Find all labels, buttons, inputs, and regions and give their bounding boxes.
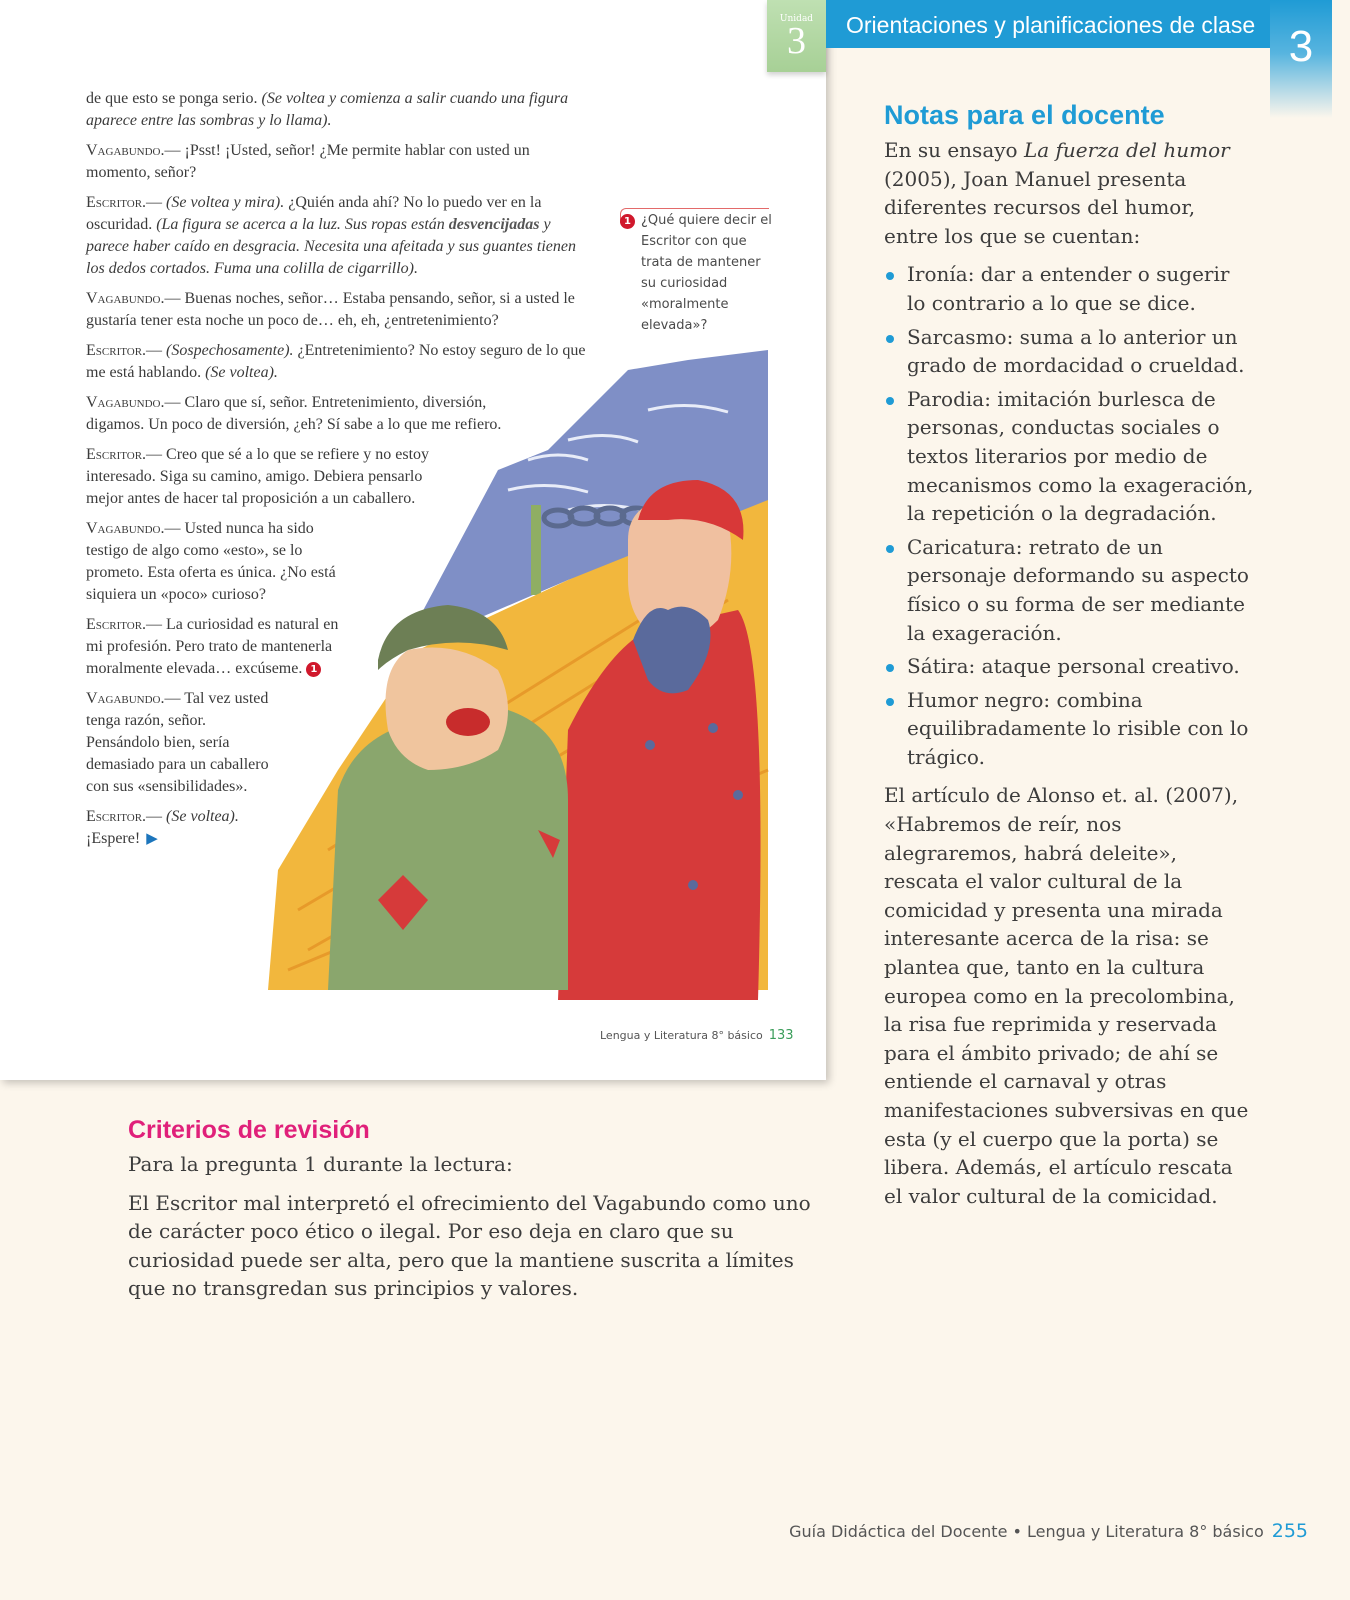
list-item: Parodia: imitación burlesca de personas, conductas sociales o textos literarios por medio de mecanismos como la exageración, la repetición o la degradación. [884, 385, 1254, 528]
teacher-notes [884, 98, 1254, 1220]
side-question-text: ¿Qué quiere decir el Escritor con que trata de mantener su curiosidad «moralmente elevada»? [641, 213, 772, 333]
dialogue-dash: — [146, 342, 167, 359]
dialogue-text: ¿Quién anda ahí? No lo puedo ver en la oscuridad. [86, 194, 542, 233]
play-paragraph [86, 192, 596, 280]
glossary-word: desvencijadas [448, 216, 540, 233]
list-item: Humor negro: combina equilibradamente lo risible con lo trágico. [884, 686, 1254, 772]
stage-direction: (La figura se acerca a la luz. Sus ropas están [156, 216, 449, 233]
stage-direction: (Se voltea y mira). [166, 194, 285, 211]
dialogue-text: de que esto se ponga serio. [86, 90, 262, 107]
criteria-title: Criterios de revisión [128, 1116, 370, 1144]
speaker-name: Vagabundo. [86, 520, 165, 537]
list-item: Ironía: dar a entender o sugerir lo contrario a lo que se dice. [884, 260, 1254, 317]
list-item: Sarcasmo: suma a lo anterior un grado de mordacidad o crueldad. [884, 323, 1254, 380]
dialogue-text: — Creo que sé a lo que se refiere y no estoy interesado. Siga su camino, amigo. Debiera pensarlo mejor antes de hacer tal proposición a un caballero. [86, 446, 430, 507]
unit-number-badge: 3 [1270, 0, 1332, 118]
play-paragraph [86, 288, 596, 332]
unit-tab-number: 3 [787, 20, 806, 62]
book-footer-label: Lengua y Literatura 8° básico [600, 1029, 763, 1042]
question-number-badge: 1 [620, 214, 635, 229]
dialogue-text: ¡Espere! [86, 830, 141, 847]
play-paragraph [86, 88, 596, 132]
dialogue-text: ¿Entretenimiento? No estoy seguro de lo que me está hablando. [86, 342, 586, 381]
speaker-name: Vagabundo. [86, 394, 165, 411]
dialogue-text: — La curiosidad es natural en mi profesión. Pero trato de mantenerla moralmente elevada… excúseme. [86, 616, 339, 677]
vagabond-writer-illustration [268, 350, 788, 1010]
speaker-name: Escritor. [86, 616, 147, 633]
review-criteria [128, 1114, 828, 1313]
dialogue-text: — Usted nunca ha sido testigo de algo como «esto», se lo prometo. Esta oferta es única. ¿No está siquiera un «poco» curioso? [86, 520, 336, 603]
stage-direction: (Se voltea y comienza a salir cuando una figura aparece entre las sombras y lo llama). [86, 90, 569, 129]
stage-direction: y parece haber caído en desgracia. Necesita una afeitada y sus guantes tienen los dedos cortados. Fuma una colilla de cigarrillo). [86, 216, 576, 277]
speaker-name: Escritor. [86, 808, 147, 825]
humor-resources-list [884, 260, 1254, 771]
dialogue-text: — ¡Psst! ¡Usted, señor! ¿Me permite hablar con usted un momento, señor? [86, 142, 530, 181]
speaker-name: Escritor. [86, 342, 147, 359]
vagabond-mouth [446, 708, 490, 736]
stage-direction: (Sospechosamente). [166, 342, 294, 359]
play-paragraph [86, 806, 276, 850]
stage-direction: (Se voltea). [205, 364, 278, 381]
coat-button [733, 790, 743, 800]
side-question-box [624, 210, 774, 336]
play-paragraph [86, 688, 271, 798]
speaker-name: Escritor. [86, 194, 147, 211]
speaker-name: Escritor. [86, 446, 147, 463]
coat-button [688, 880, 698, 890]
speaker-name: Vagabundo. [86, 142, 165, 159]
notes-title: Notas para el docente [884, 100, 1165, 130]
vagabond-face [386, 648, 509, 771]
list-item: Caricatura: retrato de un personaje deformando su aspecto físico o su forma de ser mediante la exageración. [884, 533, 1254, 647]
dialogue-text: — Buenas noches, señor… Estaba pensando, señor, si a usted le gustaría tener esta noche un poco de… eh, eh, ¿entretenimiento? [86, 290, 575, 329]
guide-page-number: 255 [1271, 1520, 1308, 1542]
speaker-name: Vagabundo. [86, 690, 165, 707]
student-book-page [0, 0, 826, 1080]
question-marker-badge[interactable]: 1 [306, 662, 321, 677]
page-header-title: Orientaciones y planificaciones de clase [846, 12, 1256, 38]
criteria-intro: Para la pregunta 1 durante la lectura: [128, 1152, 513, 1176]
notes-intro-text: En su ensayo [884, 138, 1024, 162]
dialogue-text: — Tal vez usted tenga razón, señor. Pensándolo bien, sería demasiado para un caballero con sus «sensibilidades». [86, 690, 269, 795]
dialogue-text: — Claro que sí, señor. Entretenimiento, diversión, digamos. Un poco de diversión, ¿eh? Sí sabe a lo que me refiero. [86, 394, 502, 433]
list-item: Sátira: ataque personal creativo. [884, 652, 1254, 681]
speaker-name: Vagabundo. [86, 290, 165, 307]
criteria-answer: El Escritor mal interpretó el ofrecimiento del Vagabundo como uno de carácter poco ético o ilegal. Por eso deja en claro que su curiosidad puede ser alta, pero que la mantiene suscrita a límites que no transgredan sus principios y valores. [128, 1190, 811, 1301]
play-paragraph [86, 140, 596, 184]
notes-intro-text: (2005), Joan Manuel presenta diferentes recursos del humor, entre los que se cuentan: [884, 166, 1196, 248]
coat-button [645, 740, 655, 750]
notes-paragraph: El artículo de Alonso et. al. (2007), «Habremos de reír, nos alegraremos, habrá deleite», rescata el valor cultural de la comicidad y presenta una mirada interesante acerca de la risa: se plantea que, tanto en la cultura europea como en la precolombina, la risa fue reprimida y reservada para el ámbito privado; de ahí se entiende el carnaval y otras manifestaciones subversivas en que esta (y el cuerpo que la porta) se libera. Además, el artículo rescata el valor cultural de la comicidad. [884, 783, 1249, 1208]
notes-intro [884, 136, 1254, 250]
unit-tab [767, 0, 826, 72]
book-page-footer [600, 1028, 794, 1043]
dialogue-dash: — [146, 808, 167, 825]
stage-direction: (Se voltea). [166, 808, 239, 825]
guide-footer [789, 1520, 1308, 1542]
guide-footer-label: Guía Didáctica del Docente • Lengua y Literatura 8° básico [789, 1522, 1264, 1541]
arrow-right-icon[interactable]: ▶ [146, 831, 158, 847]
book-title-reference: La fuerza del humor [1023, 138, 1230, 162]
coat-button [708, 723, 718, 733]
book-page-number: 133 [768, 1028, 794, 1043]
dialogue-dash: — [146, 194, 167, 211]
unit-tab-label: Unidad [779, 14, 814, 24]
chain-post [531, 505, 541, 595]
